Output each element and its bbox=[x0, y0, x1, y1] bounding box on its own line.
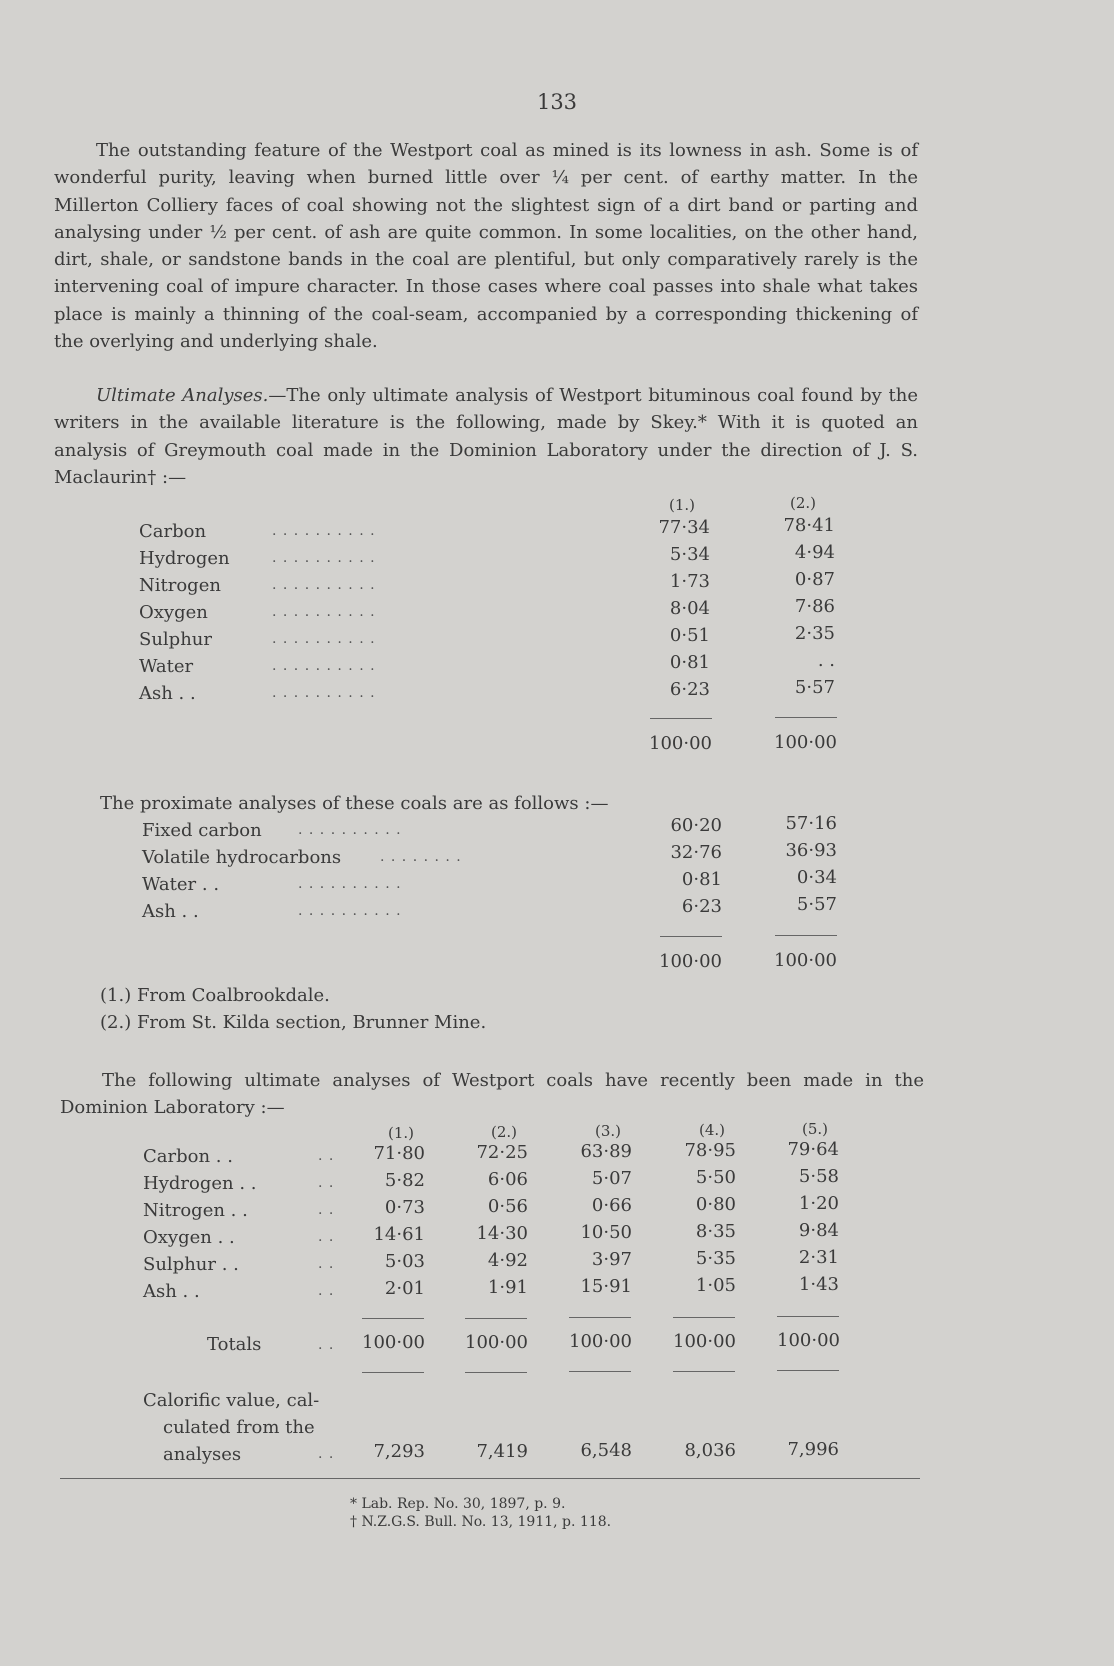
proximate-total: 100·00 bbox=[659, 951, 722, 972]
calorific-value: 7,293 bbox=[373, 1441, 425, 1462]
proximate-value: 0·34 bbox=[796, 867, 837, 888]
sum-rule bbox=[673, 1317, 735, 1318]
table2-cell: 3·97 bbox=[591, 1249, 632, 1270]
table2-cell: 1·43 bbox=[798, 1274, 839, 1295]
table2-cell: 1·20 bbox=[798, 1193, 839, 1214]
source-note-1: (1.) From Coalbrookdale. bbox=[100, 985, 330, 1006]
sum-rule bbox=[777, 1370, 839, 1371]
sum-rule bbox=[569, 1371, 631, 1372]
table2-cell: 0·66 bbox=[591, 1195, 632, 1216]
table2-cell: 0·56 bbox=[487, 1196, 528, 1217]
proximate-total: 100·00 bbox=[774, 950, 837, 971]
sum-rule bbox=[775, 935, 837, 936]
calorific-value: 8,036 bbox=[684, 1440, 736, 1461]
calorific-value: 6,548 bbox=[580, 1440, 632, 1461]
table2-cell: 5·07 bbox=[591, 1168, 632, 1189]
table2-header: (5.) bbox=[801, 1120, 828, 1138]
table1-value: 5·57 bbox=[794, 677, 835, 698]
table2-cell: 5·35 bbox=[695, 1248, 736, 1269]
table2-cell: 2·31 bbox=[798, 1247, 839, 1268]
leader-dots: . . bbox=[318, 1148, 335, 1164]
table2-header: (3.) bbox=[594, 1122, 621, 1140]
table2-label: Hydrogen . . bbox=[143, 1173, 257, 1194]
sum-rule bbox=[465, 1318, 527, 1319]
table1-value: . . bbox=[817, 650, 835, 671]
table2-cell: 4·92 bbox=[487, 1250, 528, 1271]
sum-rule bbox=[673, 1371, 735, 1372]
calorific-label-line1: Calorific value, cal- bbox=[143, 1390, 320, 1411]
table2-cell: 5·03 bbox=[384, 1251, 425, 1272]
sum-rule bbox=[362, 1318, 424, 1319]
table2-header: (1.) bbox=[387, 1124, 414, 1142]
table1-value: 78·41 bbox=[783, 515, 835, 536]
table2-total: 100·00 bbox=[673, 1331, 736, 1352]
proximate-value: 0·81 bbox=[681, 869, 722, 890]
table2-cell: 10·50 bbox=[580, 1222, 632, 1243]
table2-cell: 71·80 bbox=[373, 1143, 425, 1164]
leader-dots: . . . . . . . . . . bbox=[272, 631, 376, 647]
proximate-value: 6·23 bbox=[681, 896, 722, 917]
leader-dots: . . . . . . . . . . bbox=[298, 903, 402, 919]
table2-header: (2.) bbox=[490, 1123, 517, 1141]
table1-value: 5·34 bbox=[669, 544, 710, 565]
leader-dots: . . . . . . . . . . bbox=[272, 577, 376, 593]
table2-cell: 5·58 bbox=[798, 1166, 839, 1187]
table1-label: Water bbox=[139, 656, 194, 677]
leader-dots: . . bbox=[318, 1337, 335, 1353]
table1-label: Sulphur bbox=[139, 629, 212, 650]
table1-value: 0·87 bbox=[794, 569, 835, 590]
table2-cell: 6·06 bbox=[487, 1169, 528, 1190]
ultimate-heading: Ultimate Analyses. bbox=[96, 385, 269, 406]
table1-value: 6·23 bbox=[669, 679, 710, 700]
table2-cell: 1·05 bbox=[695, 1275, 736, 1296]
table1-value: 1·73 bbox=[669, 571, 710, 592]
table1-value: 2·35 bbox=[794, 623, 835, 644]
ultimate-text: —The only ultimate analysis of Westport bituminous coal found by the writers in the available literature is the following, made by Skey.* With it is quoted an analysis of Greymouth coal made in the Dominion Laboratory under the direction of J. S. Maclaurin† :— bbox=[54, 385, 919, 488]
proximate-label: Fixed carbon bbox=[142, 820, 262, 841]
table1-value: 7·86 bbox=[794, 596, 835, 617]
table2-cell: 1·91 bbox=[487, 1277, 528, 1298]
proximate-value: 32·76 bbox=[670, 842, 722, 863]
table2-cell: 0·80 bbox=[695, 1194, 736, 1215]
ultimate-paragraph bbox=[54, 382, 918, 491]
table1-value: 8·04 bbox=[669, 598, 710, 619]
table2-cell: 14·30 bbox=[476, 1223, 528, 1244]
table1-header-2: (2.) bbox=[789, 494, 816, 512]
leader-dots: . . . . . . . . . . bbox=[298, 822, 402, 838]
leader-dots: . . bbox=[318, 1256, 335, 1272]
sum-rule bbox=[569, 1317, 631, 1318]
table2-cell: 78·95 bbox=[684, 1140, 736, 1161]
calorific-value: 7,996 bbox=[787, 1439, 839, 1460]
leader-dots: . . bbox=[318, 1283, 335, 1299]
proximate-label: Ash . . bbox=[142, 901, 199, 922]
leader-dots: . . bbox=[318, 1446, 335, 1462]
following-paragraph: The following ultimate analyses of Westport coals have recently been made in the Dominion Laboratory :— bbox=[60, 1070, 924, 1119]
proximate-value: 36·93 bbox=[785, 840, 837, 861]
table2-cell: 72·25 bbox=[476, 1142, 528, 1163]
table1-label: Oxygen bbox=[139, 602, 208, 623]
table1-value: 0·81 bbox=[669, 652, 710, 673]
calorific-value: 7,419 bbox=[476, 1441, 528, 1462]
proximate-value: 60·20 bbox=[670, 815, 722, 836]
table1-value: 77·34 bbox=[658, 517, 710, 538]
sum-rule bbox=[660, 936, 722, 937]
calorific-label-line2: culated from the bbox=[163, 1417, 315, 1438]
sum-rule bbox=[775, 717, 837, 718]
sum-rule bbox=[777, 1316, 839, 1317]
leader-dots: . . bbox=[318, 1175, 335, 1191]
leader-dots: . . bbox=[318, 1229, 335, 1245]
table2-label: Ash . . bbox=[143, 1281, 200, 1302]
calorific-label-line3: analyses bbox=[163, 1444, 242, 1465]
proximate-label: Water . . bbox=[142, 874, 220, 895]
intro-paragraph: The outstanding feature of the Westport coal as mined is its lowness in ash. Some is of wonderful purity, leaving when burned little over ¼ per cent. of earthy matter. In the Millerton Colliery faces of coal showing not the slightest sign of a dirt band or parting and analysing under ½ per cent. of ash are quite common. In some localities, on the other hand, dirt, shale, or sandstone bands in the coal are plentiful, but only comparatively rarely is the intervening coal of impure character. In those cases where coal passes into shale what takes place is mainly a thinning of the coal-seam, accompanied by a corresponding thickening of the overlying and underlying shale. bbox=[54, 140, 918, 353]
table1-value: 0·51 bbox=[669, 625, 710, 646]
footnote-1: * Lab. Rep. No. 30, 1897, p. 9. bbox=[350, 1496, 566, 1512]
proximate-value: 57·16 bbox=[785, 813, 837, 834]
table1-label: Hydrogen bbox=[139, 548, 230, 569]
table1-value: 4·94 bbox=[794, 542, 835, 563]
table1-label: Ash . . bbox=[139, 683, 196, 704]
leader-dots: . . . . . . . . . . bbox=[272, 550, 376, 566]
table2-label: Oxygen . . bbox=[143, 1227, 235, 1248]
footnote-divider bbox=[60, 1478, 920, 1479]
table2-cell: 2·01 bbox=[384, 1278, 425, 1299]
leader-dots: . . . . . . . . bbox=[380, 849, 462, 865]
table2-cell: 15·91 bbox=[580, 1276, 632, 1297]
leader-dots: . . . . . . . . . . bbox=[298, 876, 402, 892]
sum-rule bbox=[362, 1372, 424, 1373]
table2-header: (4.) bbox=[698, 1121, 725, 1139]
table1-label: Nitrogen bbox=[139, 575, 221, 596]
table2-total: 100·00 bbox=[362, 1332, 425, 1353]
sum-rule bbox=[650, 718, 712, 719]
table1-header-1: (1.) bbox=[668, 496, 695, 514]
leader-dots: . . bbox=[318, 1202, 335, 1218]
table2-cell: 79·64 bbox=[787, 1139, 839, 1160]
table2-cell: 8·35 bbox=[695, 1221, 736, 1242]
table2-cell: 0·73 bbox=[384, 1197, 425, 1218]
sum-rule bbox=[465, 1372, 527, 1373]
table1-total: 100·00 bbox=[774, 732, 837, 753]
table2-cell: 14·61 bbox=[373, 1224, 425, 1245]
totals-label: Totals bbox=[207, 1334, 262, 1355]
table2-cell: 5·82 bbox=[384, 1170, 425, 1191]
table2-cell: 63·89 bbox=[580, 1141, 632, 1162]
page-number: 133 bbox=[536, 90, 578, 114]
leader-dots: . . . . . . . . . . bbox=[272, 658, 376, 674]
leader-dots: . . . . . . . . . . bbox=[272, 604, 376, 620]
proximate-value: 5·57 bbox=[796, 894, 837, 915]
table2-label: Sulphur . . bbox=[143, 1254, 239, 1275]
footnote-2: † N.Z.G.S. Bull. No. 13, 1911, p. 118. bbox=[350, 1514, 612, 1530]
table2-label: Carbon . . bbox=[143, 1146, 233, 1167]
table1-total: 100·00 bbox=[649, 733, 712, 754]
table1-label: Carbon bbox=[139, 521, 207, 542]
table2-total: 100·00 bbox=[569, 1331, 632, 1352]
table2-total: 100·00 bbox=[465, 1332, 528, 1353]
leader-dots: . . . . . . . . . . bbox=[272, 523, 376, 539]
proximate-label: Volatile hydrocarbons bbox=[142, 847, 342, 868]
source-note-2: (2.) From St. Kilda section, Brunner Mine. bbox=[100, 1012, 487, 1033]
table2-cell: 5·50 bbox=[695, 1167, 736, 1188]
leader-dots: . . . . . . . . . . bbox=[272, 685, 376, 701]
table2-label: Nitrogen . . bbox=[143, 1200, 248, 1221]
table2-total: 100·00 bbox=[777, 1330, 840, 1351]
table2-cell: 9·84 bbox=[798, 1220, 839, 1241]
proximate-intro: The proximate analyses of these coals are as follows :— bbox=[100, 793, 609, 814]
